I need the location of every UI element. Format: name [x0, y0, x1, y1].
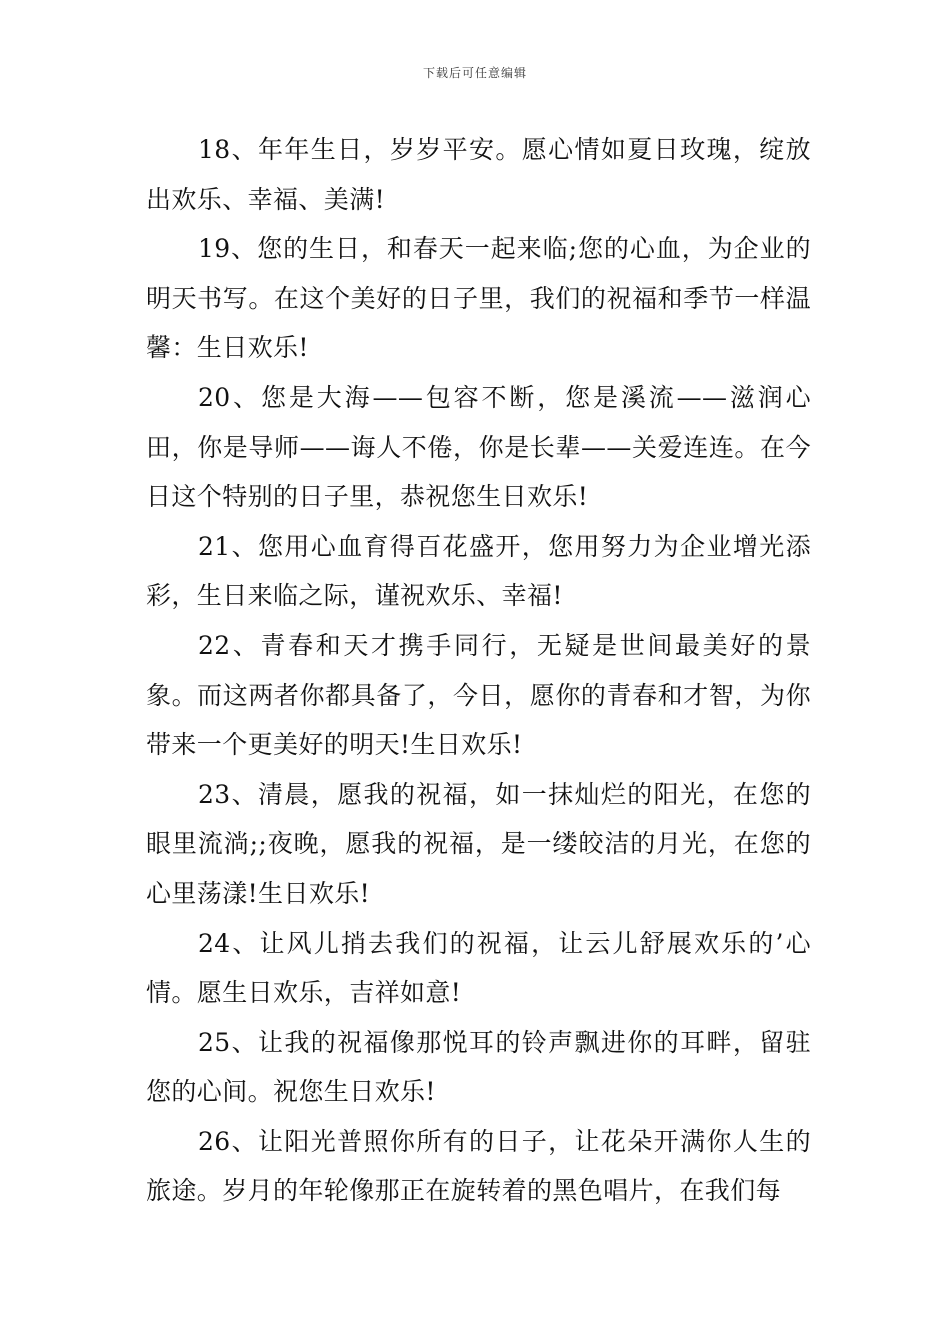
- paragraph-23: 23、清晨，愿我的祝福，如一抹灿烂的阳光，在您的眼里流淌;;夜晚，愿我的祝福，是一缕皎洁的月光，在您的心里荡漾!生日欢乐!: [146, 779, 811, 908]
- paragraph-18: 18、年年生日，岁岁平安。愿心情如夏日玫瑰，绽放出欢乐、幸福、美满!: [146, 135, 811, 214]
- paragraph-26: 26、让阳光普照你所有的日子，让花朵开满你人生的旅途。岁月的年轮像那正在旋转着的黑色唱片，在我们每: [146, 1126, 811, 1206]
- paragraph-25: 25、让我的祝福像那悦耳的铃声飘进你的耳畔，留驻您的心间。祝您生日欢乐!: [146, 1027, 811, 1107]
- page-header: 下载后可任意编辑: [422, 66, 527, 80]
- paragraph-22: 22、青春和天才携手同行，无疑是世间最美好的景象。而这两者你都具备了，今日，愿你的青春和才智，为你带来一个更美好的明天!生日欢乐!: [146, 630, 811, 760]
- paragraph-20: 20、您是大海——包容不断，您是溪流——滋润心田，你是导师——诲人不倦，你是长辈——关爱连连。在今日这个特别的日子里，恭祝您生日欢乐!: [146, 382, 811, 512]
- paragraph-19: 19、您的生日，和春天一起来临;您的心血，为企业的明天书写。在这个美好的日子里，我们的祝福和季节一样温馨：生日欢乐!: [146, 234, 811, 363]
- document-body: [146, 125, 811, 1216]
- paragraph-21: 21、您用心血育得百花盛开，您用努力为企业增光添彩，生日来临之际，谨祝欢乐、幸福!: [146, 531, 811, 611]
- paragraph-24: 24、让风儿捎去我们的祝福，让云儿舒展欢乐的’心情。愿生日欢乐，吉祥如意!: [146, 928, 811, 1008]
